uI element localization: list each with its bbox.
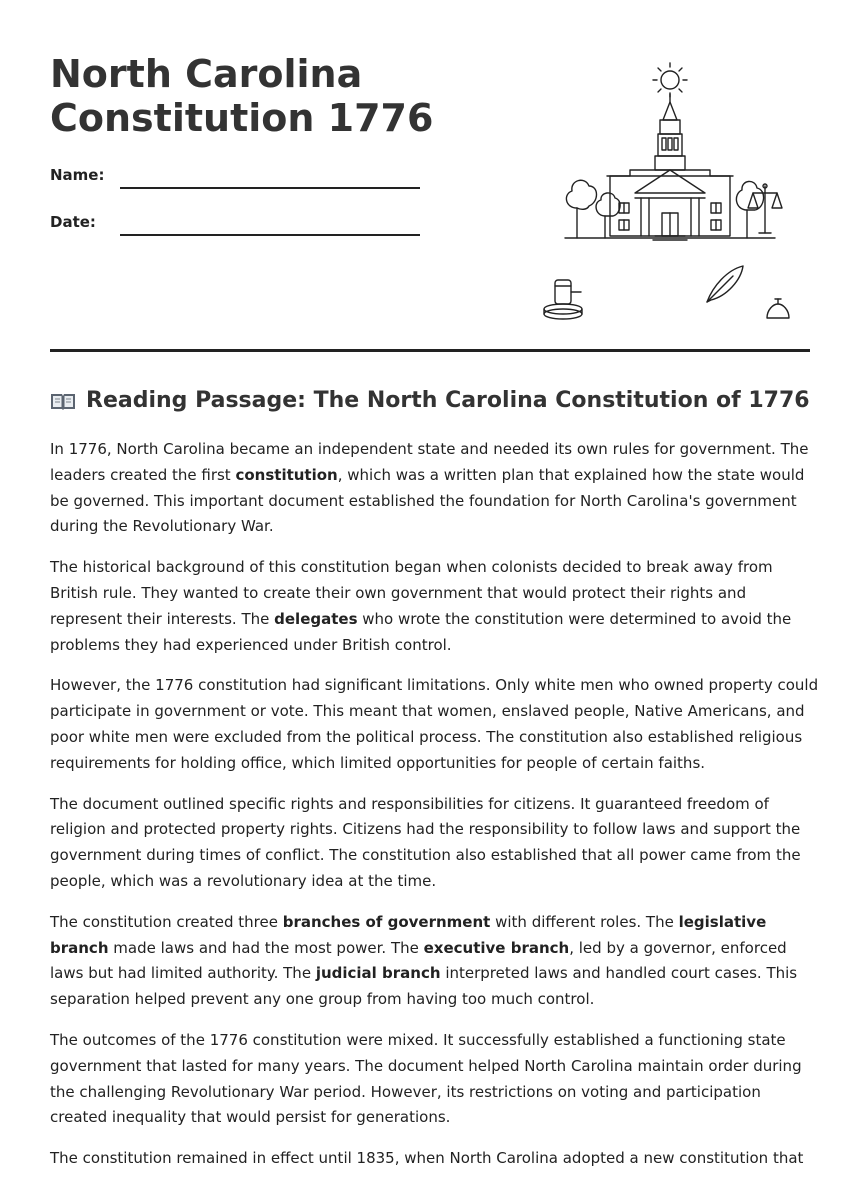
key-term: branches of government: [282, 912, 491, 931]
section-heading: [50, 388, 820, 413]
passage-text: The constitution remained in effect until 1835, when North Carolina adopted a new constitution that: [50, 1149, 804, 1168]
scales-icon: [748, 184, 782, 233]
passage-text: , led by a governor, enforced laws but had limited authority. The: [50, 938, 787, 983]
passage-paragraph: [50, 1146, 820, 1172]
key-term: legislative branch: [50, 912, 767, 957]
passage-paragraph: [50, 792, 820, 895]
title-line-1: North Carolina: [50, 52, 363, 96]
passage-paragraph: [50, 1028, 820, 1131]
key-term: constitution: [235, 465, 338, 484]
passage-paragraph: [50, 673, 820, 776]
passage-text: However, the 1776 constitution had significant limitations. Only white men who owned property could participate in government or vote. This meant that women, enslaved people, Native Americans, and poor white men were excluded from the political process. The constitution also established religious requirements for holding office, which limited opportunities for people of certain faiths.: [50, 676, 819, 772]
passage-text: The outcomes of the 1776 constitution were mixed. It successfully established a functioning state government that lasted for many years. The document helped North Carolina maintain order during the challenging Revolutionary War period. However, its restrictions on voting and participation created inequality that would persist for generations.: [50, 1030, 802, 1127]
key-term: delegates: [274, 609, 358, 628]
bell-icon: [767, 299, 789, 318]
date-line[interactable]: [120, 234, 420, 236]
name-line[interactable]: [120, 187, 420, 189]
quill-icon: [707, 266, 743, 302]
tree-icon: [566, 180, 763, 238]
passage-text: In 1776, North Carolina became an independent state and needed its own rules for government. The leaders created the first: [50, 440, 809, 484]
sun-icon: [653, 63, 687, 97]
passage-text: , which was a written plan that explained how the state would be governed. This important document established the foundation for North Carolina's government during the Revolutionary War.: [50, 465, 805, 536]
passage-paragraph: [50, 437, 820, 540]
capitol-building-icon: [565, 94, 775, 240]
key-term: judicial branch: [315, 964, 441, 983]
passage-text: with different roles. The: [490, 912, 679, 931]
section-heading-text: Reading Passage: The North Carolina Constitution of 1776: [86, 388, 810, 413]
worksheet-title: [50, 52, 433, 140]
date-field[interactable]: [50, 213, 420, 243]
passage-text: The constitution created three: [50, 912, 283, 931]
title-line-2: Constitution 1776: [50, 96, 434, 140]
gavel-icon: [544, 280, 582, 319]
name-field[interactable]: [50, 166, 420, 196]
passage-text: The document outlined specific rights and responsibilities for citizens. It guaranteed freedom of religion and protected property rights. Citizens had the responsibility to follow laws and support the government during times of conflict. The constitution also established that all power came from the people, which was a revolutionary idea at the time.: [50, 794, 801, 890]
passage-text: made laws and had the most power. The: [108, 938, 424, 957]
date-label: Date:: [50, 213, 96, 231]
passage-text: interpreted laws and handled court cases. This separation helped prevent any one group from having too much control.: [50, 964, 798, 1009]
key-term: executive branch: [423, 938, 570, 957]
header-divider: [50, 349, 810, 352]
reading-passage: [50, 437, 820, 1187]
passage-text: who wrote the constitution were determined to avoid the problems they had experienced under British control.: [50, 609, 792, 654]
passage-paragraph: [50, 555, 820, 658]
capitol-illustration: [535, 58, 795, 328]
name-label: Name:: [50, 166, 105, 184]
passage-paragraph: [50, 910, 820, 1013]
open-book-icon: [50, 391, 76, 411]
passage-text: The historical background of this constitution began when colonists decided to break away from British rule. They wanted to create their own government that would protect their rights and represent their interests. The: [50, 558, 773, 628]
